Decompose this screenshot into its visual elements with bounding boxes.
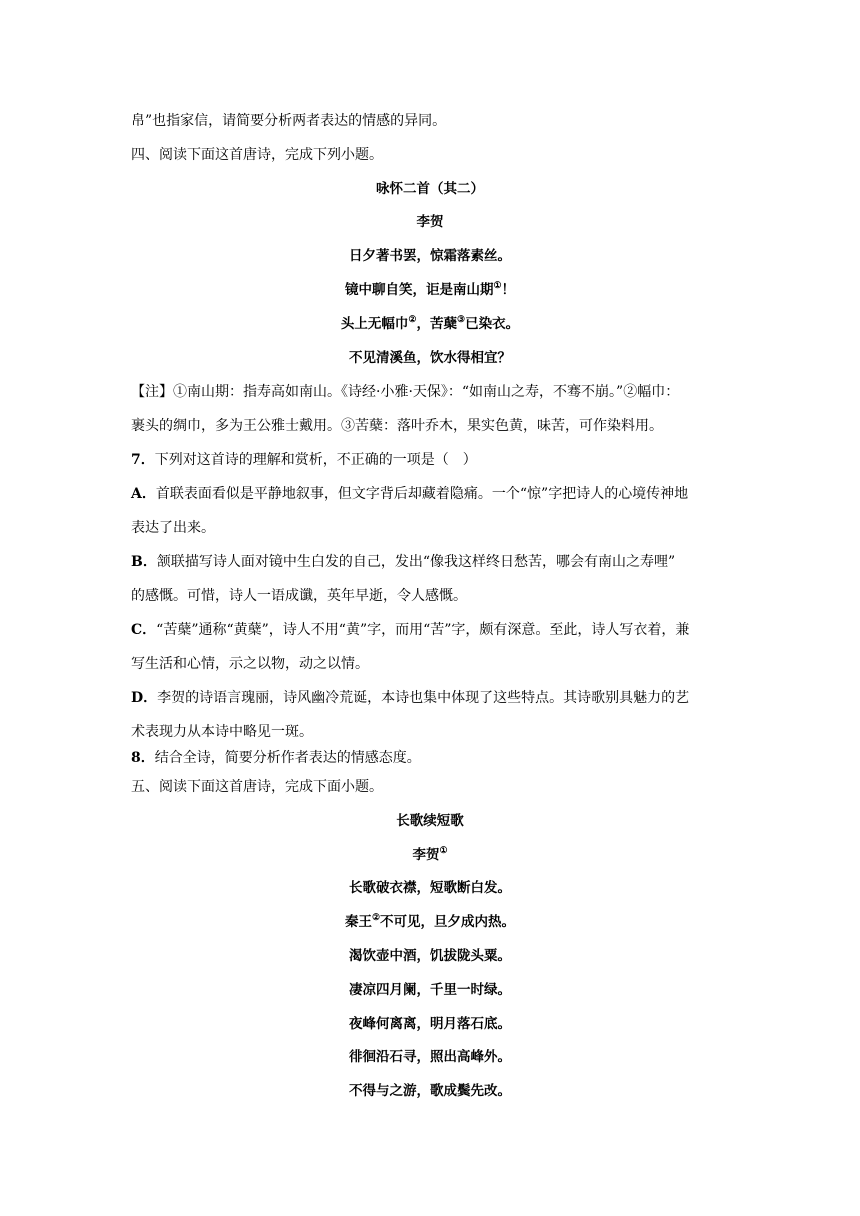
option-b xyxy=(131,552,675,572)
poem-line-text: 不可见，旦夕成内热。 xyxy=(380,914,516,930)
annotation-line: 裹头的绸巾，多为王公雅士戴用。③苦蘖：落叶乔木，果实色黄，味苦，可作染料用。 xyxy=(131,418,663,434)
poem-1-line xyxy=(0,348,860,368)
option-label: D． xyxy=(131,690,158,706)
poem-line-text: 长歌破衣襟，短歌断白发。 xyxy=(349,880,511,896)
option-text: 颔联描写诗人面对镜中生白发的自己，发出“像我这样终日愁苦，哪会有南山之寿哩” xyxy=(156,554,676,570)
poem-2-line xyxy=(0,1014,860,1034)
poem-line-text: 徘徊沿石寻，照出高峰外。 xyxy=(349,1049,511,1065)
question-8 xyxy=(131,748,421,768)
question-stem: 下列对这首诗的理解和赏析，不正确的一项是（ ） xyxy=(154,452,477,468)
poem-line-text: ，苦蘖 xyxy=(416,316,457,332)
question-stem: 结合全诗，简要分析作者表达的情感态度。 xyxy=(154,750,421,766)
poem-1-title: 咏怀二首（其二） xyxy=(376,181,484,197)
footnote-marker: ① xyxy=(493,281,502,291)
option-text: “苦蘖”通称“黄蘖”，诗人不用“黄”字，而用“苦”字，颇有深意。至此，诗人写衣着，兼 xyxy=(156,622,690,638)
poem-line-text: 已染衣。 xyxy=(465,316,520,332)
poem-1-author: 李贺 xyxy=(416,214,444,230)
option-text: 的感慨。可惜，诗人一语成谶，英年早逝，令人感慨。 xyxy=(131,588,467,604)
option-label: A． xyxy=(131,486,156,502)
poem-line-text: 日夕著书罢，惊霜落素丝。 xyxy=(349,248,511,264)
poem-2-line xyxy=(0,912,860,932)
question-tail-text: 帛”也指家信，请简要分析两者表达的情感的异同。 xyxy=(131,113,447,129)
question-number: 8． xyxy=(131,750,155,766)
section-4-heading: 四、阅读下面这首唐诗，完成下列小题。 xyxy=(131,147,383,163)
poem-2-line xyxy=(0,1081,860,1101)
footnote-marker: ③ xyxy=(457,315,466,325)
poem-line-text: 凄凉四月阑，千里一时绿。 xyxy=(349,982,511,998)
option-text: 术表现力从本诗中略见一斑。 xyxy=(131,724,313,740)
poem-line-text: 镜中聊自笑，讵是南山期 xyxy=(344,282,494,298)
poem-line-text: 渴饮壶中酒，饥拔陇头粟。 xyxy=(349,948,511,964)
annotation-line: 【注】①南山期：指寿高如南山。《诗经·小雅·天保》：“如南山之寿，不骞不崩。”②幅巾： xyxy=(131,384,680,400)
poem-line-text: 不见清溪鱼，饮水得相宜？ xyxy=(349,350,511,366)
poem-2-author xyxy=(0,845,860,865)
question-number: 7． xyxy=(131,452,155,468)
poem-2-title: 长歌续短歌 xyxy=(396,813,464,829)
poem-2-line xyxy=(0,980,860,1000)
option-c xyxy=(131,620,689,640)
option-text: 表达了出来。 xyxy=(131,520,215,536)
poem-line-text: 夜峰何离离，明月落石底。 xyxy=(349,1016,511,1032)
author-name: 李贺 xyxy=(412,847,440,863)
poem-line-text: 秦王 xyxy=(344,914,372,930)
option-a xyxy=(131,484,688,504)
option-d xyxy=(131,688,689,708)
footnote-marker: ② xyxy=(371,913,381,923)
option-label: C． xyxy=(131,622,157,638)
poem-1-line xyxy=(0,280,860,300)
poem-1-line xyxy=(0,314,860,334)
option-text: 首联表面看似是平静地叙事，但文字背后却藏着隐痛。一个“惊”字把诗人的心境传神地 xyxy=(155,486,689,502)
poem-2-line xyxy=(0,946,860,966)
poem-line-text: 头上无幅巾 xyxy=(340,316,409,332)
poem-2-line xyxy=(0,1047,860,1067)
footnote-marker: ① xyxy=(439,846,448,856)
question-7 xyxy=(131,450,477,470)
option-text: 李贺的诗语言瑰丽，诗风幽冷荒诞，本诗也集中体现了这些特点。其诗歌别具魅力的艺 xyxy=(157,690,690,706)
poem-2-line xyxy=(0,878,860,898)
poem-1-line xyxy=(0,246,860,266)
footnote-marker: ② xyxy=(408,315,417,325)
poem-line-text: 不得与之游，歌成鬓先改。 xyxy=(349,1083,511,1099)
option-text: 写生活和心情，示之以物，动之以情。 xyxy=(131,656,369,672)
section-5-heading: 五、阅读下面这首唐诗，完成下面小题。 xyxy=(131,779,383,795)
poem-line-text: ！ xyxy=(501,282,516,298)
option-label: B． xyxy=(131,554,157,570)
